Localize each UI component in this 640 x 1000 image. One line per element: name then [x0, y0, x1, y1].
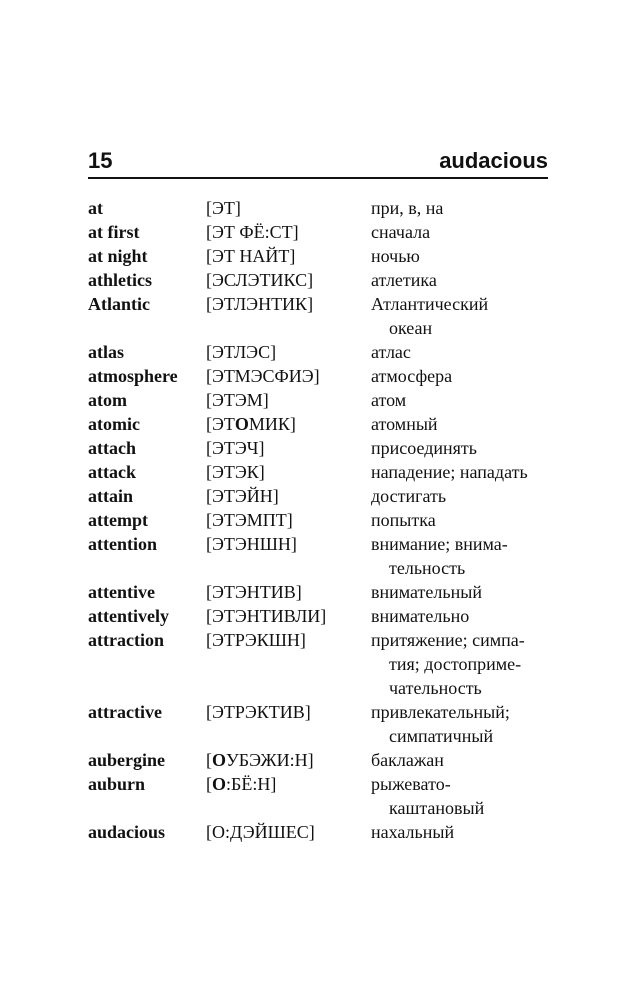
pronunciation-segment: [ЭТЛЭНТИК]: [206, 294, 314, 314]
translation-line: попытка: [371, 510, 436, 530]
pronunciation-segment: [ЭТМЭСФИЭ]: [206, 366, 320, 386]
dictionary-entry: [88, 436, 558, 460]
pronunciation: [206, 364, 371, 388]
headword: at: [88, 198, 103, 218]
pronunciation-segment: [ЭТЭЧ]: [206, 438, 265, 458]
headword: attack: [88, 462, 136, 482]
headword: at night: [88, 246, 148, 266]
translation-line: внимательно: [371, 606, 470, 626]
headword: attempt: [88, 510, 148, 530]
dictionary-entry: [88, 532, 558, 580]
dictionary-entry: [88, 580, 558, 604]
translation: [371, 292, 558, 340]
translation: [371, 364, 558, 388]
headword: aubergine: [88, 750, 166, 770]
translation-line: атомный: [371, 414, 438, 434]
pronunciation: [206, 484, 371, 508]
translation-line: привлекательный;: [371, 702, 510, 722]
pronunciation-segment: [ЭТЭЙН]: [206, 486, 279, 506]
translation: [371, 484, 558, 508]
entry-list: [88, 196, 558, 844]
pronunciation-segment: [ЭТЭНШН]: [206, 534, 297, 554]
translation-line: Атлантический: [371, 294, 489, 314]
translation-line: при, в, на: [371, 198, 444, 218]
dictionary-entry: [88, 508, 558, 532]
translation: [371, 220, 558, 244]
pronunciation-segment: [ЭТЭНТИВ]: [206, 582, 302, 602]
headword: athletics: [88, 270, 152, 290]
stressed-letter: О: [234, 414, 249, 434]
header-rule: [88, 177, 548, 179]
dictionary-entry: [88, 700, 558, 748]
headword: attach: [88, 438, 136, 458]
pronunciation-segment: [ЭТЛЭС]: [206, 342, 277, 362]
translation-line: внимание; внима-: [371, 534, 508, 554]
dictionary-entry: [88, 388, 558, 412]
pronunciation-segment: [ЭСЛЭТИКС]: [206, 270, 314, 290]
pronunciation-segment: [: [206, 750, 212, 770]
translation: [371, 604, 558, 628]
translation-line: ночью: [371, 246, 420, 266]
headword: atmosphere: [88, 366, 178, 386]
headword: auburn: [88, 774, 146, 794]
dictionary-entry: [88, 628, 558, 700]
headword: attractive: [88, 702, 162, 722]
pronunciation: [206, 508, 371, 532]
dictionary-entry: [88, 292, 558, 340]
translation-line: симпатичный: [389, 726, 494, 746]
dictionary-entry: [88, 340, 558, 364]
dictionary-entry: [88, 460, 558, 484]
translation-line: тия; достоприме-: [389, 654, 522, 674]
translation: [371, 508, 558, 532]
translation: [371, 460, 558, 484]
pronunciation: [206, 220, 371, 244]
dictionary-entry: [88, 748, 558, 772]
dictionary-entry: [88, 364, 558, 388]
translation: [371, 772, 558, 820]
translation: [371, 196, 558, 220]
headword: attentive: [88, 582, 155, 602]
translation-line: атлетика: [371, 270, 437, 290]
pronunciation-segment: [ЭТ НАЙТ]: [206, 246, 296, 266]
translation: [371, 244, 558, 268]
translation-line: сначала: [371, 222, 431, 242]
pronunciation-segment: [: [206, 774, 212, 794]
dictionary-entry: [88, 604, 558, 628]
translation-line: океан: [389, 318, 433, 338]
pronunciation-segment: [ЭТРЭКШН]: [206, 630, 306, 650]
pronunciation-segment: УБЭЖИ:Н]: [226, 750, 314, 770]
headword: attention: [88, 534, 157, 554]
translation-line: атмосфера: [371, 366, 453, 386]
stressed-letter: О: [212, 774, 227, 794]
pronunciation: [206, 580, 371, 604]
translation: [371, 700, 558, 748]
translation: [371, 628, 558, 700]
translation-line: каштановый: [389, 798, 485, 818]
translation-line: нападение; нападать: [371, 462, 528, 482]
pronunciation-segment: МИК]: [248, 414, 296, 434]
pronunciation: [206, 268, 371, 292]
pronunciation: [206, 604, 371, 628]
pronunciation: [206, 748, 371, 772]
headword: attain: [88, 486, 133, 506]
pronunciation: [206, 412, 371, 436]
pronunciation-segment: [ЭТ]: [206, 198, 241, 218]
translation: [371, 340, 558, 364]
translation: [371, 412, 558, 436]
pronunciation: [206, 628, 371, 700]
running-head: audacious: [439, 148, 548, 173]
pronunciation-segment: [ЭТЭНТИВЛИ]: [206, 606, 327, 626]
headword: audacious: [88, 822, 166, 842]
translation: [371, 580, 558, 604]
pronunciation: [206, 244, 371, 268]
headword: at first: [88, 222, 140, 242]
translation-line: нахальный: [371, 822, 455, 842]
translation: [371, 820, 558, 844]
pronunciation-segment: :БЁ:Н]: [226, 774, 277, 794]
headword: atomic: [88, 414, 140, 434]
translation: [371, 268, 558, 292]
pronunciation-segment: [ЭТРЭКТИВ]: [206, 702, 311, 722]
pronunciation-segment: [ЭТЭМПТ]: [206, 510, 293, 530]
headword: atom: [88, 390, 127, 410]
pronunciation-segment: [О:ДЭЙШЕС]: [206, 822, 315, 842]
pronunciation: [206, 460, 371, 484]
pronunciation: [206, 292, 371, 340]
translation: [371, 436, 558, 460]
pronunciation: [206, 820, 371, 844]
translation-line: притяжение; симпа-: [371, 630, 525, 650]
stressed-letter: О: [212, 750, 227, 770]
translation: [371, 388, 558, 412]
pronunciation-segment: [ЭТ ФЁ:СТ]: [206, 222, 299, 242]
translation-line: тельность: [389, 558, 466, 578]
translation-line: атом: [371, 390, 407, 410]
pronunciation: [206, 436, 371, 460]
headword: attraction: [88, 630, 164, 650]
dictionary-entry: [88, 412, 558, 436]
translation: [371, 532, 558, 580]
translation-line: достигать: [371, 486, 447, 506]
pronunciation-segment: [ЭТЭМ]: [206, 390, 269, 410]
dictionary-entry: [88, 244, 558, 268]
page-number: 15: [88, 148, 113, 173]
dictionary-entry: [88, 220, 558, 244]
translation-line: присоединять: [371, 438, 478, 458]
page-header: [88, 148, 548, 176]
pronunciation-segment: [ЭТ: [206, 414, 235, 434]
pronunciation: [206, 388, 371, 412]
translation-line: рыжевато-: [371, 774, 451, 794]
translation-line: чательность: [389, 678, 482, 698]
dictionary-entry: [88, 196, 558, 220]
translation-line: баклажан: [371, 750, 444, 770]
pronunciation: [206, 700, 371, 748]
dictionary-entry: [88, 484, 558, 508]
translation-line: внимательный: [371, 582, 482, 602]
dictionary-entry: [88, 268, 558, 292]
pronunciation: [206, 340, 371, 364]
pronunciation: [206, 532, 371, 580]
headword: atlas: [88, 342, 124, 362]
translation-line: атлас: [371, 342, 411, 362]
pronunciation-segment: [ЭТЭК]: [206, 462, 265, 482]
pronunciation: [206, 772, 371, 820]
pronunciation: [206, 196, 371, 220]
dictionary-entry: [88, 820, 558, 844]
headword: Atlantic: [88, 294, 150, 314]
translation: [371, 748, 558, 772]
dictionary-entry: [88, 772, 558, 820]
headword: attentively: [88, 606, 169, 626]
